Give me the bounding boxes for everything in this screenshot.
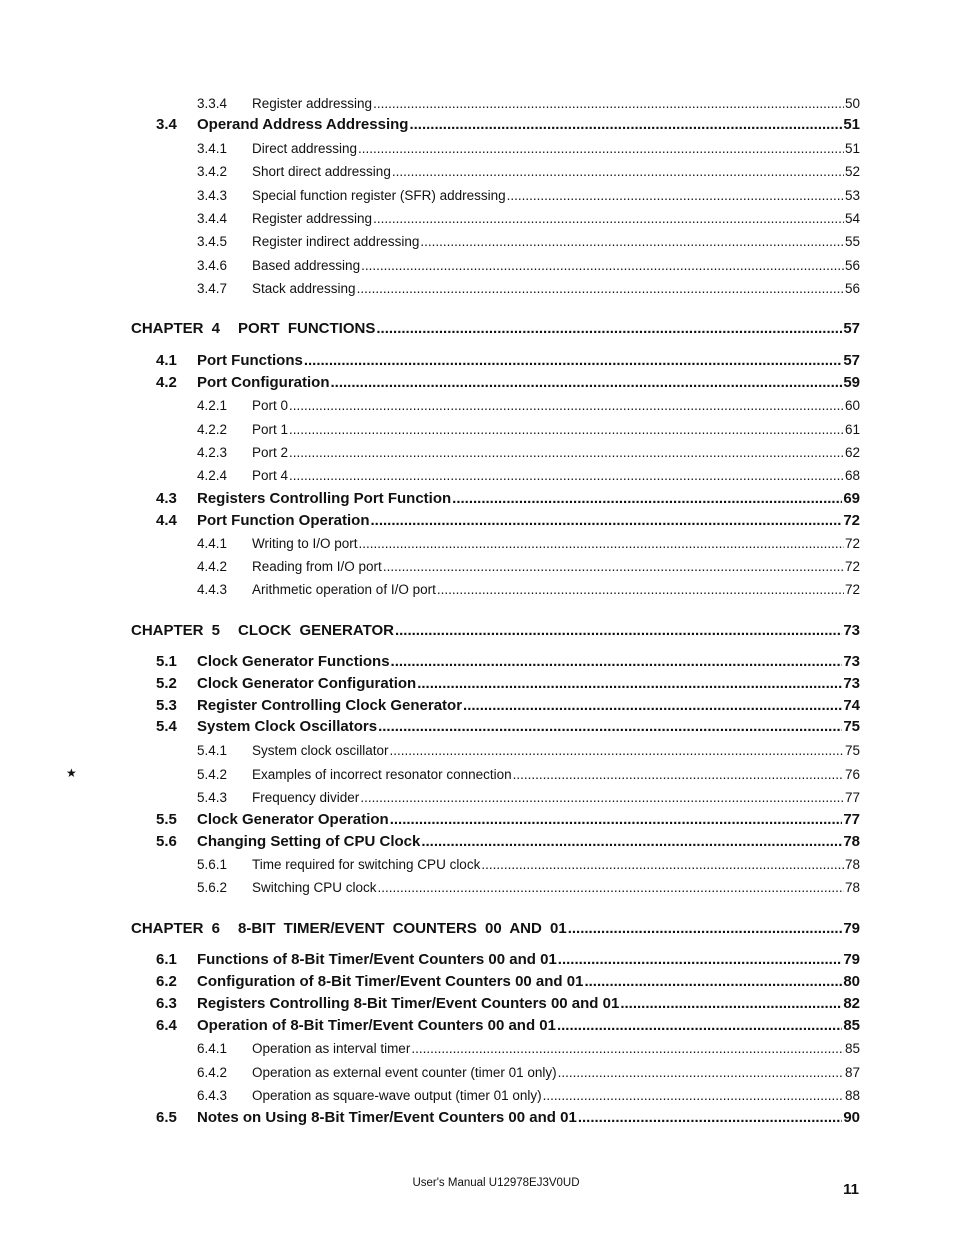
- toc-entry-number: CHAPTER 6: [131, 920, 221, 937]
- toc-entry-number: 5.4: [156, 718, 177, 735]
- toc-entry-title: Time required for switching CPU clock: [252, 857, 481, 872]
- toc-entry-page: 85: [844, 1041, 860, 1056]
- dot-leader: [513, 767, 844, 782]
- page-number: 11: [843, 1181, 859, 1198]
- toc-entry-number: CHAPTER 4: [131, 320, 221, 337]
- dot-leader: [390, 743, 844, 758]
- toc-entry-title: Switching CPU clock: [252, 880, 377, 895]
- toc-entry-page: 77: [844, 790, 860, 805]
- toc-entry-number: 3.4.7: [197, 281, 228, 296]
- dot-leader: [378, 718, 842, 735]
- dot-leader: [437, 582, 844, 597]
- toc-entry-page: 82: [843, 995, 860, 1012]
- toc-section-row: [156, 374, 860, 391]
- toc-entry-page: 75: [844, 743, 860, 758]
- toc-subsection-row: [197, 281, 860, 296]
- toc-section-row: [156, 352, 860, 369]
- toc-entry-title: Port 4: [252, 468, 289, 483]
- toc-chapter-row: [131, 920, 860, 937]
- toc-entry-page: 68: [844, 468, 860, 483]
- toc-section-row: [156, 675, 860, 692]
- toc-entry-number: 3.3.4: [197, 96, 228, 111]
- toc-entry-number: 3.4.2: [197, 164, 228, 179]
- toc-entry-title: Port 1: [252, 422, 289, 437]
- dot-leader: [392, 164, 844, 179]
- toc-section-row: [156, 811, 860, 828]
- toc-entry-title: Writing to I/O port: [252, 536, 358, 551]
- toc-entry-title: System clock oscillator: [252, 743, 389, 758]
- toc-entry-title: Examples of incorrect resonator connection: [252, 767, 512, 782]
- dot-leader: [289, 422, 844, 437]
- toc-entry-number: 5.5: [156, 811, 177, 828]
- toc-entry-page: 78: [844, 857, 860, 872]
- toc-entry-number: 4.4.3: [197, 582, 228, 597]
- footer-manual-id: User's Manual U12978EJ3V0UD: [412, 1177, 580, 1189]
- toc-entry-number: 3.4.3: [197, 188, 228, 203]
- toc-entry-title: Clock Generator Configuration: [197, 675, 417, 692]
- toc-entry-number: 3.4.1: [197, 141, 228, 156]
- toc-subsection-row: [197, 141, 860, 156]
- dot-leader: [421, 833, 842, 850]
- dot-leader: [481, 857, 844, 872]
- dot-leader: [417, 675, 842, 692]
- toc-entry-page: 50: [844, 96, 860, 111]
- dot-leader: [620, 995, 842, 1012]
- toc-entry-title: Clock Generator Functions: [197, 653, 390, 670]
- toc-entry-title: Port 0: [252, 398, 289, 413]
- toc-subsection-row: [197, 398, 860, 413]
- toc-entry-number: 4.4.2: [197, 559, 228, 574]
- toc-section-row: [156, 973, 860, 990]
- dot-leader: [289, 445, 844, 460]
- toc-entry-title: Operation as interval timer: [252, 1041, 411, 1056]
- dot-leader: [376, 320, 842, 337]
- toc-entry-number: 6.4.3: [197, 1088, 228, 1103]
- toc-entry-page: 72: [844, 559, 860, 574]
- toc-entry-page: 56: [844, 281, 860, 296]
- toc-section-row: [156, 653, 860, 670]
- toc-subsection-row: [197, 743, 860, 758]
- toc-chapter-row: [131, 320, 860, 337]
- toc-entry-page: 57: [843, 320, 860, 337]
- toc-entry-number: 4.2: [156, 374, 177, 391]
- toc-section-row: [156, 951, 860, 968]
- toc-entry-title: Register addressing: [252, 211, 373, 226]
- dot-leader: [289, 398, 844, 413]
- toc-entry-page: 51: [844, 141, 860, 156]
- toc-entry-page: 51: [843, 116, 860, 133]
- toc-entry-number: 4.3: [156, 490, 177, 507]
- toc-subsection-row: [197, 234, 860, 249]
- toc-entry-number: 4.1: [156, 352, 177, 369]
- toc-entry-title: Registers Controlling 8-Bit Timer/Event Counters 00 and 01: [197, 995, 620, 1012]
- toc-subsection-row: [197, 857, 860, 872]
- toc-subsection-row: [197, 536, 860, 551]
- toc-entry-page: 80: [843, 973, 860, 990]
- toc-subsection-row: [197, 767, 860, 782]
- toc-entry-page: 78: [844, 880, 860, 895]
- toc-entry-number: 4.2.3: [197, 445, 228, 460]
- toc-entry-page: 53: [844, 188, 860, 203]
- dot-leader: [383, 559, 844, 574]
- toc-subsection-row: [197, 188, 860, 203]
- toc-entry-page: 72: [843, 512, 860, 529]
- dot-leader: [360, 790, 844, 805]
- toc-entry-title: Stack addressing: [252, 281, 356, 296]
- toc-subsection-row: [197, 582, 860, 597]
- dot-leader: [452, 490, 842, 507]
- toc-entry-number: 3.4.5: [197, 234, 228, 249]
- toc-entry-number: 6.3: [156, 995, 177, 1012]
- toc-chapter-row: [131, 622, 860, 639]
- toc-section-row: [156, 512, 860, 529]
- toc-subsection-row: [197, 880, 860, 895]
- toc-entry-page: 54: [844, 211, 860, 226]
- dot-leader: [558, 1065, 844, 1080]
- toc-entry-title: Registers Controlling Port Function: [197, 490, 452, 507]
- toc-entry-page: 69: [843, 490, 860, 507]
- toc-entry-number: 4.4: [156, 512, 177, 529]
- toc-entry-page: 72: [844, 536, 860, 551]
- toc-section-row: [156, 116, 860, 133]
- toc-entry-number: 4.4.1: [197, 536, 228, 551]
- toc-entry-title: Port 2: [252, 445, 289, 460]
- toc-entry-title: 8-BIT TIMER/EVENT COUNTERS 00 AND 01: [238, 920, 567, 937]
- toc-subsection-row: [197, 445, 860, 460]
- toc-entry-number: 5.6: [156, 833, 177, 850]
- toc-subsection-row: [197, 164, 860, 179]
- toc-entry-page: 61: [844, 422, 860, 437]
- dot-leader: [507, 188, 844, 203]
- dot-leader: [390, 811, 843, 828]
- toc-entry-title: Changing Setting of CPU Clock: [197, 833, 421, 850]
- toc-entry-title: Operation of 8-Bit Timer/Event Counters 00 and 01: [197, 1017, 556, 1034]
- toc-subsection-row: [197, 1065, 860, 1080]
- dot-leader: [357, 281, 844, 296]
- toc-entry-page: 79: [843, 920, 860, 937]
- toc-subsection-row: [197, 211, 860, 226]
- dot-leader: [359, 536, 844, 551]
- toc-entry-title: Port Configuration: [197, 374, 330, 391]
- toc-entry-page: 75: [843, 718, 860, 735]
- toc-entry-page: 60: [844, 398, 860, 413]
- toc-entry-title: Short direct addressing: [252, 164, 391, 179]
- toc-entry-page: 73: [843, 675, 860, 692]
- toc-subsection-row: [197, 422, 860, 437]
- toc-entry-title: Reading from I/O port: [252, 559, 382, 574]
- toc-entry-number: 6.4.2: [197, 1065, 228, 1080]
- toc-entry-page: 62: [844, 445, 860, 460]
- toc-section-row: [156, 718, 860, 735]
- toc-entry-page: 78: [843, 833, 860, 850]
- toc-entry-number: 6.4.1: [197, 1041, 228, 1056]
- toc-entry-page: 73: [843, 622, 860, 639]
- toc-entry-title: Special function register (SFR) addressing: [252, 188, 506, 203]
- dot-leader: [568, 920, 843, 937]
- toc-entry-page: 77: [843, 811, 860, 828]
- toc-section-row: [156, 1109, 860, 1126]
- toc-entry-title: Port Functions: [197, 352, 303, 369]
- toc-entry-title: Operand Address Addressing: [197, 116, 409, 133]
- toc-entry-title: Register indirect addressing: [252, 234, 420, 249]
- toc-entry-page: 52: [844, 164, 860, 179]
- toc-entry-number: 6.2: [156, 973, 177, 990]
- dot-leader: [361, 258, 844, 273]
- toc-entry-number: 6.4: [156, 1017, 177, 1034]
- dot-leader: [409, 116, 842, 133]
- toc-entry-number: 5.4.2: [197, 767, 228, 782]
- toc-entry-number: 5.4.1: [197, 743, 228, 758]
- toc-entry-page: 79: [843, 951, 860, 968]
- dot-leader: [304, 352, 842, 369]
- dot-leader: [420, 234, 844, 249]
- toc-entry-page: 55: [844, 234, 860, 249]
- toc-entry-title: PORT FUNCTIONS: [238, 320, 376, 337]
- toc-entry-title: Configuration of 8-Bit Timer/Event Counters 00 and 01: [197, 973, 584, 990]
- toc-entry-title: Register addressing: [252, 96, 373, 111]
- toc-entry-number: 4.2.4: [197, 468, 228, 483]
- toc-entry-title: Clock Generator Operation: [197, 811, 389, 828]
- toc-entry-page: 56: [844, 258, 860, 273]
- toc-entry-number: 5.6.1: [197, 857, 228, 872]
- dot-leader: [373, 211, 844, 226]
- toc-entry-page: 85: [843, 1017, 860, 1034]
- toc-subsection-row: [197, 1041, 860, 1056]
- toc-entry-title: Notes on Using 8-Bit Timer/Event Counters 00 and 01: [197, 1109, 577, 1126]
- toc-entry-page: 87: [844, 1065, 860, 1080]
- toc-entry-page: 88: [844, 1088, 860, 1103]
- toc-entry-page: 59: [843, 374, 860, 391]
- toc-entry-number: 5.4.3: [197, 790, 228, 805]
- toc-entry-number: 4.2.2: [197, 422, 228, 437]
- toc-entry-number: 3.4: [156, 116, 177, 133]
- dot-leader: [378, 880, 844, 895]
- toc-subsection-row: [197, 258, 860, 273]
- toc-entry-number: 5.6.2: [197, 880, 228, 895]
- toc-entry-number: 6.1: [156, 951, 177, 968]
- dot-leader: [584, 973, 842, 990]
- toc-entry-page: 90: [843, 1109, 860, 1126]
- toc-entry-title: Based addressing: [252, 258, 361, 273]
- toc-entry-title: Operation as external event counter (timer 01 only): [252, 1065, 557, 1080]
- toc-entry-title: CLOCK GENERATOR: [238, 622, 394, 639]
- toc-section-row: [156, 490, 860, 507]
- dot-leader: [330, 374, 842, 391]
- toc-entry-page: 72: [844, 582, 860, 597]
- toc-subsection-row: [197, 468, 860, 483]
- toc-subsection-row: [197, 559, 860, 574]
- toc-entry-title: System Clock Oscillators: [197, 718, 378, 735]
- dot-leader: [395, 622, 842, 639]
- toc-entry-title: Functions of 8-Bit Timer/Event Counters 00 and 01: [197, 951, 557, 968]
- dot-leader: [289, 468, 844, 483]
- toc-entry-number: 3.4.6: [197, 258, 228, 273]
- toc-entry-number: 4.2.1: [197, 398, 228, 413]
- toc-entry-page: 73: [843, 653, 860, 670]
- toc-entry-number: CHAPTER 5: [131, 622, 221, 639]
- toc-subsection-row: [197, 790, 860, 805]
- toc-entry-number: 5.2: [156, 675, 177, 692]
- toc-entry-number: 5.1: [156, 653, 177, 670]
- dot-leader: [463, 697, 842, 714]
- toc-entry-title: Direct addressing: [252, 141, 358, 156]
- dot-leader: [373, 96, 844, 111]
- toc-entry-page: 76: [844, 767, 860, 782]
- toc-subsection-row: [197, 96, 860, 111]
- toc-entry-page: 74: [843, 697, 860, 714]
- dot-leader: [558, 951, 843, 968]
- toc-entry-page: 57: [843, 352, 860, 369]
- revision-star-marker: ★: [66, 766, 77, 780]
- toc-entry-title: Frequency divider: [252, 790, 360, 805]
- dot-leader: [557, 1017, 842, 1034]
- dot-leader: [358, 141, 844, 156]
- toc-section-row: [156, 1017, 860, 1034]
- toc-subsection-row: [197, 1088, 860, 1103]
- toc-entry-title: Operation as square-wave output (timer 01 only): [252, 1088, 542, 1103]
- toc-section-row: [156, 995, 860, 1012]
- toc-section-row: [156, 697, 860, 714]
- toc-entry-number: 6.5: [156, 1109, 177, 1126]
- dot-leader: [411, 1041, 844, 1056]
- toc-section-row: [156, 833, 860, 850]
- dot-leader: [543, 1088, 844, 1103]
- toc-entry-title: Arithmetic operation of I/O port: [252, 582, 436, 597]
- toc-entry-title: Port Function Operation: [197, 512, 370, 529]
- toc-entry-number: 5.3: [156, 697, 177, 714]
- toc-entry-number: 3.4.4: [197, 211, 228, 226]
- dot-leader: [371, 512, 843, 529]
- toc-entry-title: Register Controlling Clock Generator: [197, 697, 463, 714]
- dot-leader: [578, 1109, 843, 1126]
- dot-leader: [391, 653, 843, 670]
